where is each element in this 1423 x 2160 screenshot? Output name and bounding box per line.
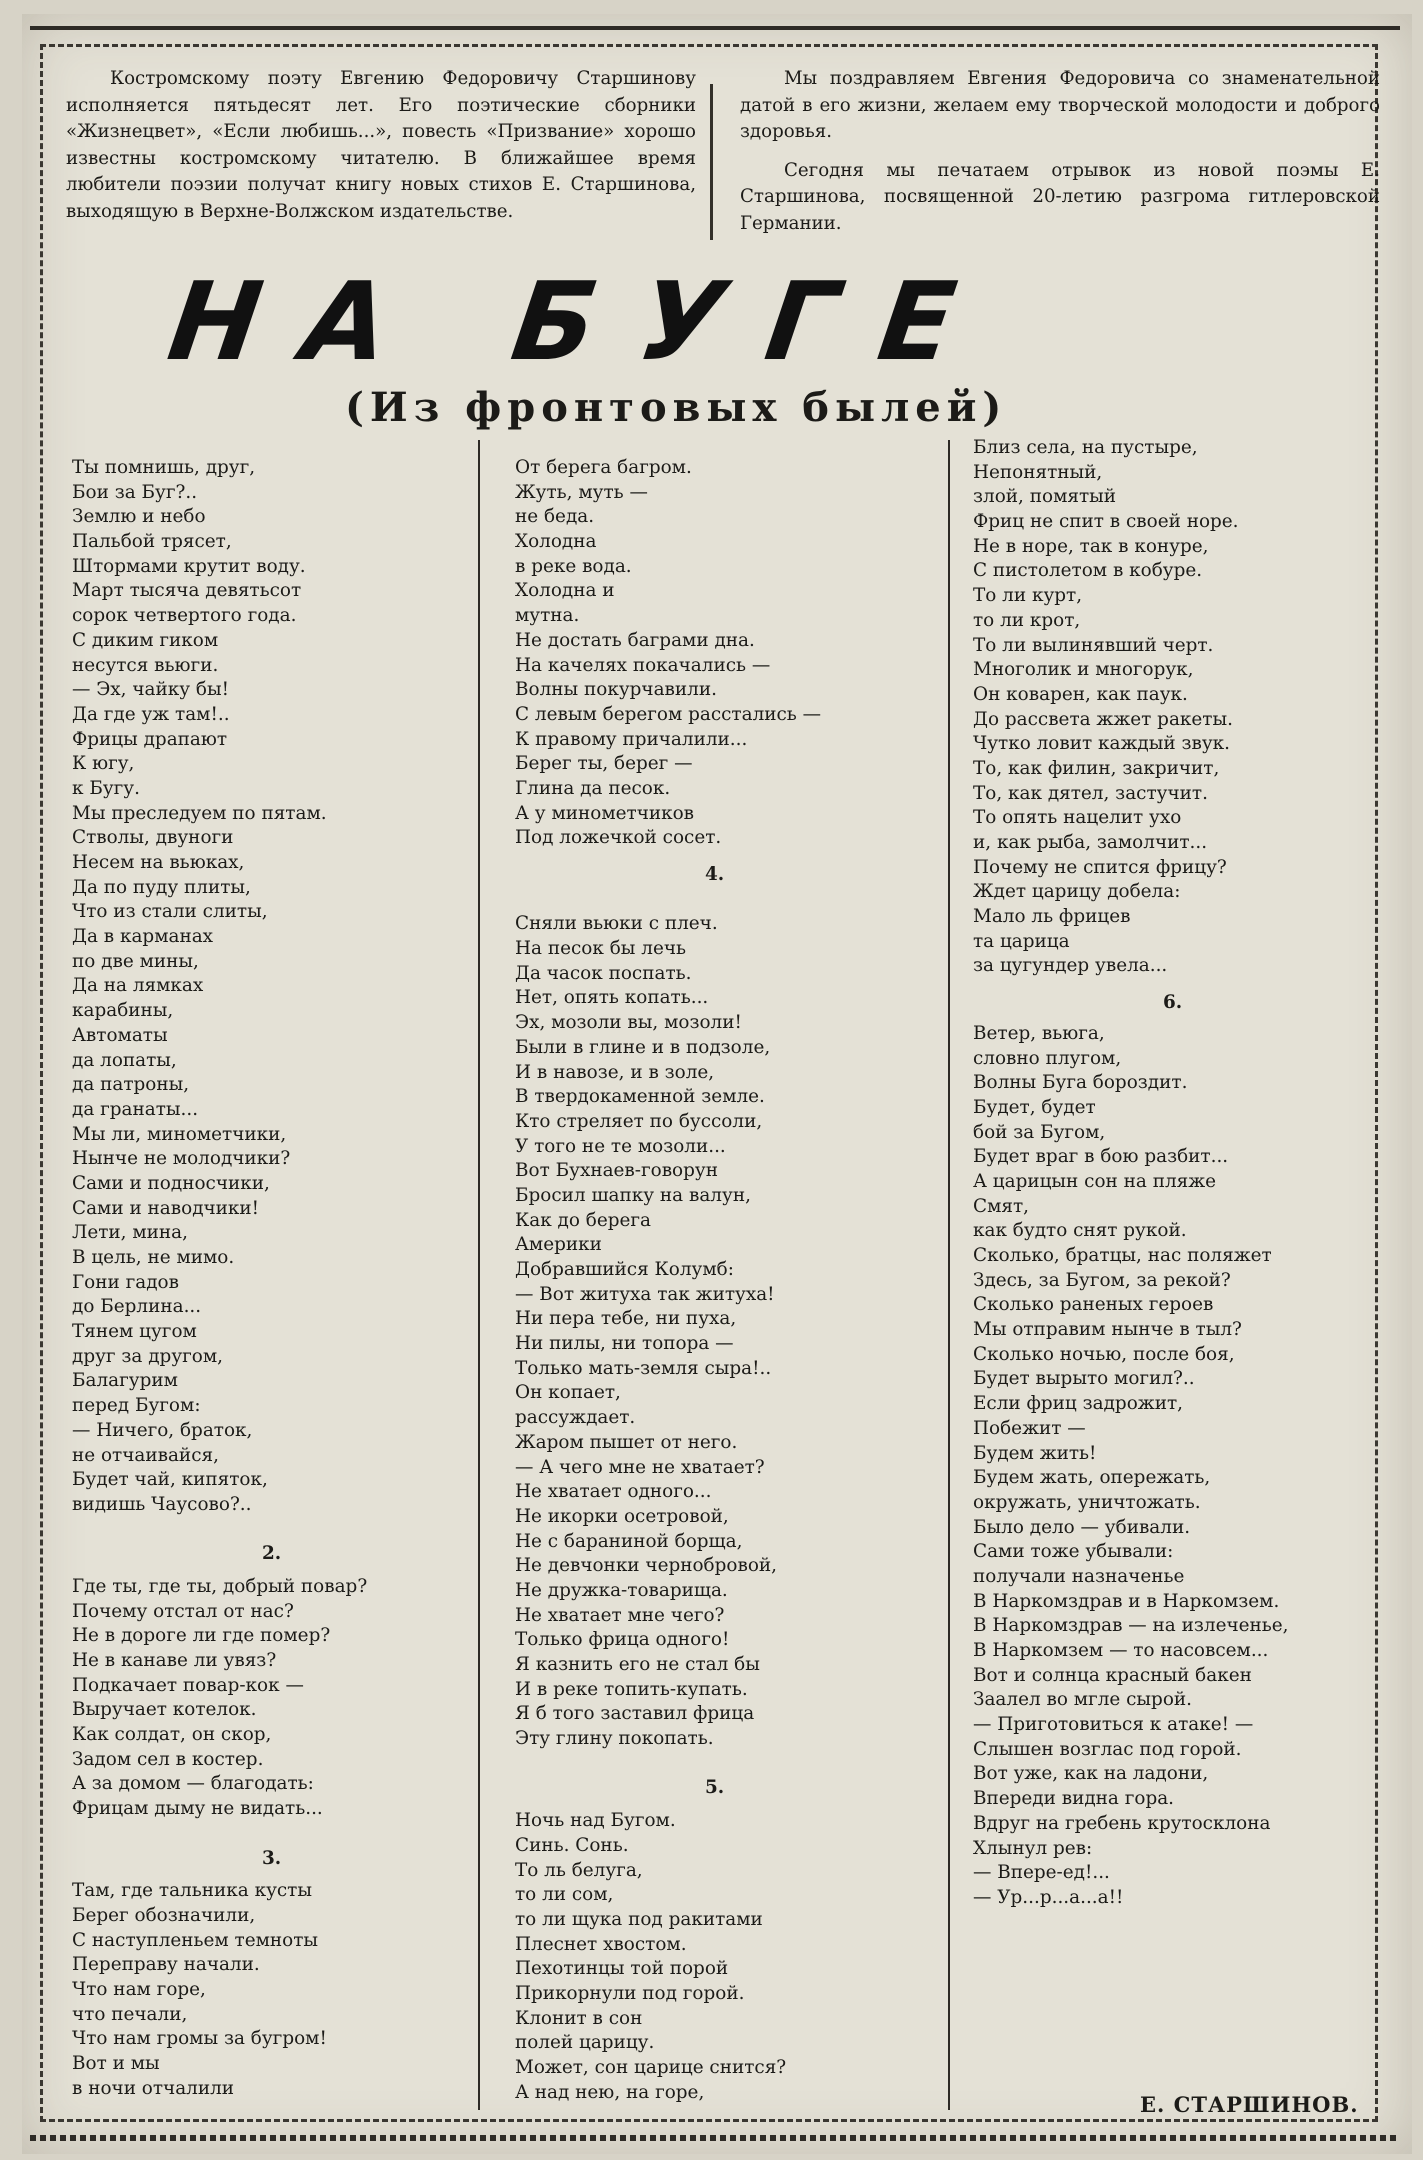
poem-line: Будет враг в бою разбит... <box>973 1146 1229 1168</box>
poem-line: Сколько раненых героев <box>973 1294 1214 1316</box>
poem-line: Не дружка-товарища. <box>515 1579 728 1601</box>
column-rule-2 <box>948 440 950 2110</box>
poem-line: Штормами крутит воду. <box>72 555 306 577</box>
poem-line: Нынче не молодчики? <box>72 1148 291 1170</box>
poem-line: Мы ли, минометчики, <box>72 1123 287 1145</box>
stanza-1 <box>72 456 472 1518</box>
poem-line: Жуть, муть — <box>515 481 648 503</box>
poem-line: Хлынул рев: <box>973 1837 1093 1859</box>
poem-line: друг за другом, <box>72 1345 224 1367</box>
poem-line: да лопаты, <box>72 1049 177 1071</box>
poem-line: Вот уже, как на ладони, <box>973 1763 1209 1785</box>
bottom-rule <box>30 2135 1400 2141</box>
poem-line: Ты помнишь, друг, <box>72 457 256 478</box>
poem-line: Выручает котелок. <box>72 1699 257 1721</box>
poem-line: по две мины, <box>72 950 199 972</box>
poem-line: не отчаивайся, <box>72 1444 219 1466</box>
poem-line: Многолик и многорук, <box>973 659 1194 681</box>
poem-line: Волны покурчавили. <box>515 679 717 701</box>
poem-line: — А чего мне не хватает? <box>515 1456 765 1478</box>
section-number-4: 4. <box>705 864 725 885</box>
poem-line: до Берлина... <box>72 1296 202 1318</box>
poem-line: Под ложечкой сосет. <box>515 827 722 849</box>
poem-line: Мы преследуем по пятам. <box>72 802 327 824</box>
poem-line: Плеснет хвостом. <box>515 1933 687 1955</box>
poem-line: Что из стали слиты, <box>72 901 268 923</box>
poem-line: Чутко ловит каждый звук. <box>973 733 1230 755</box>
poem-line: в ночи отчалили <box>72 2077 235 2099</box>
poem-line: что печали, <box>72 2003 188 2025</box>
intro-left <box>66 66 696 237</box>
poem-line: Как до берега <box>515 1209 651 1231</box>
poem-column-1 <box>72 456 472 2101</box>
poem-line: В Наркомздрав — на излеченье, <box>973 1615 1289 1637</box>
poem-line: не беда. <box>515 506 595 528</box>
poem-line: От берега багром. <box>515 457 692 478</box>
poem-line: Может, сон царице снится? <box>515 2057 787 2078</box>
stanza-6 <box>973 1022 1403 1911</box>
poem-line: бой за Бугом, <box>973 1121 1106 1143</box>
poem-line: Да часок поспать. <box>515 962 692 984</box>
poem-line: А за домом — благодать: <box>72 1773 314 1795</box>
poem-line: Берег обозначили, <box>72 1904 256 1926</box>
stanza-4 <box>515 912 945 1751</box>
poem-line: то ли щука под ракитами <box>515 1908 763 1930</box>
poem-line: Впереди видна гора. <box>973 1788 1175 1810</box>
poem-line: Клонит в сон <box>515 2007 643 2029</box>
poem-line: Бросил шапку на валун, <box>515 1184 751 1206</box>
poem-line: перед Бугом: <box>72 1395 201 1417</box>
poem-line: Холодна <box>515 531 597 553</box>
poem-line: Почему не спится фрицу? <box>973 856 1227 878</box>
poem-line: окружать, уничтожать. <box>973 1491 1201 1513</box>
top-rule <box>30 26 1400 30</box>
poem-line: В Наркомзем — то насовсем... <box>973 1640 1269 1661</box>
poem-line: Почему отстал от нас? <box>72 1600 294 1622</box>
poem-line: Балагурим <box>72 1370 178 1392</box>
poem-line: На качелях покачались — <box>515 654 771 676</box>
poem-line: А над нею, на горе, <box>515 2081 705 2103</box>
poem-line: С пистолетом в кобуре. <box>973 560 1203 582</box>
poem-line: Несем на вьюках, <box>72 852 245 873</box>
poem-line: Будем жить! <box>973 1442 1097 1464</box>
poem-line: Сами тоже убывали: <box>973 1541 1174 1563</box>
poem-line: Здесь, за Бугом, за рекой? <box>973 1269 1231 1291</box>
poem-line: Сами и подносчики, <box>72 1172 270 1194</box>
poem-line: Будет вырыто могил?.. <box>973 1368 1195 1390</box>
poem-line: Близ села, на пустыре, <box>973 437 1198 458</box>
poem-line: та царица <box>973 930 1070 952</box>
stanza-3-continued <box>515 456 945 851</box>
poem-line: Не девчонки чернобровой, <box>515 1555 778 1577</box>
poem-line: Нет, опять копать... <box>515 987 709 1009</box>
author-signature: Е. СТАРШИНОВ. <box>1140 2092 1359 2117</box>
intro-right-paragraph-2: Сегодня мы печатаем отрывок из новой поэмы Е. Старшинова, посвященной 20-летию разгрома гитлеровской Германии. <box>740 159 1380 234</box>
poem-line: — Вот житуха так житуха! <box>515 1283 775 1305</box>
poem-line: видишь Чаусово?.. <box>72 1493 252 1515</box>
poem-line: Не в дороге ли где помер? <box>72 1625 331 1647</box>
poem-line: Прикорнули под горой. <box>515 1982 745 2004</box>
poem-line: Март тысяча девятьсот <box>72 580 302 602</box>
poem-line: словно плугом, <box>973 1047 1122 1069</box>
poem-line: На песок бы лечь <box>515 938 686 960</box>
poem-line: Только мать-земля сыра!.. <box>515 1357 772 1379</box>
poem-line: Сняли вьюки с плеч. <box>515 913 718 935</box>
poem-line: Не достать баграми дна. <box>515 629 755 651</box>
poem-line: Холодна и <box>515 580 615 602</box>
poem-line: Где ты, где ты, добрый повар? <box>72 1575 368 1597</box>
poem-line: С наступленьем темноты <box>72 1929 319 1951</box>
poem-line: Я б того заставил фрица <box>515 1703 755 1725</box>
poem-line: Мало ль фрицев <box>973 906 1131 928</box>
poem-line: Волны Буга бороздит. <box>973 1072 1188 1094</box>
poem-line: Да где уж там!.. <box>72 703 230 725</box>
poem-line: как будто снят рукой. <box>973 1220 1187 1242</box>
poem-line: Я казнить его не стал бы <box>515 1654 760 1675</box>
section-number-3: 3. <box>262 1847 282 1869</box>
poem-line: То опять нацелит ухо <box>973 807 1182 829</box>
poem-line: Берег ты, берег — <box>515 753 693 775</box>
poem-line: Стволы, двуноги <box>72 827 234 849</box>
stanza-5 <box>515 1809 945 2105</box>
poem-line: Что нам горе, <box>72 1978 206 2000</box>
poem-line: — Вперe-ед!... <box>973 1862 1110 1884</box>
poem-line: к Бугу. <box>72 777 140 799</box>
poem-line: — Приготовиться к атаке! — <box>973 1714 1254 1736</box>
poem-line: Синь. Сонь. <box>515 1834 629 1856</box>
poem-line: И в реке топить-купать. <box>515 1678 748 1700</box>
poem-line: Америки <box>515 1234 602 1256</box>
poem-line: А у минометчиков <box>515 802 695 824</box>
poem-line: несутся вьюги. <box>72 654 219 676</box>
poem-line: мутна. <box>515 605 580 627</box>
poem-line: Да в карманах <box>72 926 214 948</box>
intro-divider <box>710 84 713 240</box>
poem-line: Лети, мина, <box>72 1222 188 1244</box>
poem-line: сорок четвертого года. <box>72 605 297 627</box>
poem-line: Задом сел в костер. <box>72 1748 264 1770</box>
poem-line: Были в глине и в подзоле, <box>515 1036 771 1058</box>
intro-right <box>740 66 1380 249</box>
poem-line: Переправу начали. <box>72 1954 260 1976</box>
poem-line: Как солдат, он скор, <box>72 1724 272 1746</box>
poem-line: Не хватает одного... <box>515 1481 712 1503</box>
poem-line: Ночь над Бугом. <box>515 1810 676 1832</box>
section-number-2: 2. <box>262 1543 282 1565</box>
poem-line: К правому причалили... <box>515 728 748 750</box>
poem-line: То, как дятел, застучит. <box>973 782 1208 804</box>
poem-line: за цугундер увела... <box>973 955 1168 977</box>
poem-subtitle: (Из фронтовых былей) <box>345 384 1008 431</box>
column-rule-1 <box>478 440 480 2110</box>
poem-line: Только фрица одного! <box>515 1629 730 1651</box>
poem-line: Кто стреляет по буссоли, <box>515 1110 763 1132</box>
poem-line: Не в канаве ли увяз? <box>72 1650 277 1671</box>
poem-line: Сколько, братцы, нас поляжет <box>973 1245 1272 1266</box>
poem-line: То ли вылинявший черт. <box>973 634 1214 656</box>
poem-line: Гони гадов <box>72 1271 179 1293</box>
poem-line: Эх, мозоли вы, мозоли! <box>515 1012 742 1034</box>
poem-line: Будет, будет <box>973 1096 1096 1118</box>
poem-line: Слышен возглас под горой. <box>973 1738 1242 1760</box>
poem-line: Там, где тальника кусты <box>72 1880 312 1902</box>
poem-line: Фрицам дыму не видать... <box>72 1798 323 1820</box>
poem-line: Жаром пышет от него. <box>515 1431 738 1453</box>
poem-line: Не хватает мне чего? <box>515 1604 725 1626</box>
poem-line: да гранаты... <box>72 1098 199 1120</box>
poem-line: Вдруг на гребень крутосклона <box>973 1812 1271 1834</box>
poem-line: Он коварен, как паук. <box>973 683 1188 705</box>
poem-line: Подкачает повар-кок — <box>72 1674 304 1696</box>
poem-column-2 <box>515 456 945 2105</box>
poem-line: Не с бараниной борща, <box>515 1530 743 1552</box>
poem-line: Вот и мы <box>72 2053 160 2074</box>
intro-right-paragraph-1: Мы поздравляем Евгения Федоровича со знаменательной датой в его жизни, желаем ему творческой молодости и доброго здоровья. <box>740 68 1380 142</box>
poem-line: Побежит — <box>973 1417 1086 1439</box>
poem-line: Добравшийся Колумб: <box>515 1259 734 1280</box>
poem-line: Сами и наводчики! <box>72 1197 260 1219</box>
poem-line: Бои за Буг?.. <box>72 481 198 503</box>
stanza-2 <box>72 1575 472 1822</box>
poem-line: Смят, <box>973 1195 1029 1217</box>
poem-line: в реке вода. <box>515 555 632 577</box>
poem-line: и, как рыба, замолчит... <box>973 832 1208 853</box>
poem-line: то ли крот, <box>973 609 1081 631</box>
poem-line: то ли сом, <box>515 1884 614 1906</box>
poem-line: Сколько ночью, после боя, <box>973 1343 1235 1365</box>
poem-line: В твердокаменной земле. <box>515 1086 765 1108</box>
poem-line: А царицын сон на пляже <box>973 1170 1217 1192</box>
poem-line: злой, помятый <box>973 486 1117 508</box>
poem-line: Ни пилы, ни топора — <box>515 1333 734 1355</box>
poem-line: Было дело — убивали. <box>973 1516 1191 1538</box>
poem-line: Заалел во мгле сырой. <box>973 1689 1192 1711</box>
poem-line: рассуждает. <box>515 1407 636 1429</box>
poem-line: В Наркомздрав и в Наркомзем. <box>973 1590 1280 1612</box>
poem-line: Автоматы <box>72 1024 168 1046</box>
poem-line: С диким гиком <box>72 629 219 651</box>
poem-line: К югу, <box>72 753 135 775</box>
poem-line: В цель, не мимо. <box>72 1247 235 1268</box>
poem-line: Ждет царицу добела: <box>973 881 1181 903</box>
poem-line: Не икорки осетровой, <box>515 1505 729 1527</box>
stanza-5-continued <box>973 436 1403 979</box>
poem-line: Вот Бухнаев-говорун <box>515 1160 718 1182</box>
poem-line: Ни пера тебе, ни пуха, <box>515 1308 737 1330</box>
poem-line: карабины, <box>72 1000 174 1022</box>
poem-line: До рассвета жжет ракеты. <box>973 708 1233 730</box>
poem-line: — Ур...р...а...а!! <box>973 1886 1124 1908</box>
poem-title: НА БУГЕ <box>161 260 1007 385</box>
poem-line: С левым берегом расстались — <box>515 703 822 725</box>
poem-line: Да на лямках <box>72 975 204 997</box>
poem-line: Ветер, вьюга, <box>973 1022 1105 1044</box>
poem-line: У того не те мозоли... <box>515 1135 726 1157</box>
poem-line: Тянем цугом <box>72 1321 197 1343</box>
poem-line: Глина да песок. <box>515 777 671 799</box>
poem-line: получали назначенье <box>973 1565 1185 1587</box>
poem-line: Землю и небо <box>72 506 206 528</box>
poem-line: Фриц не спит в своей норе. <box>973 511 1239 533</box>
poem-line: Пальбой трясет, <box>72 531 232 553</box>
poem-line: То ль белуга, <box>515 1859 643 1881</box>
poem-line: — Ничего, браток, <box>72 1419 253 1441</box>
poem-line: Эту глину покопать. <box>515 1728 714 1750</box>
poem-column-3 <box>973 436 1403 1911</box>
poem-line: Вот и солнца красный бакен <box>973 1664 1252 1686</box>
poem-line: полей царицу. <box>515 2032 655 2054</box>
poem-line: Будем жать, опережать, <box>973 1467 1211 1489</box>
poem-line: Он копает, <box>515 1382 621 1404</box>
poem-line: да патроны, <box>72 1074 190 1096</box>
poem-line: Фрицы драпают <box>72 728 228 750</box>
poem-line: Если фриц задрожит, <box>973 1393 1183 1415</box>
poem-line: Не в норе, так в конуре, <box>973 535 1209 557</box>
poem-line: То ли курт, <box>973 585 1083 607</box>
intro-left-paragraph: Костромскому поэту Евгению Федоровичу Старшинову исполняется пятьдесят лет. Его поэтические сборники «Жизнецвет», «Если любишь...», повесть «Призвание» хорошо известны костромскому читателю. В ближайшее время любители поэзии получат книгу новых стихов Е. Старшинова, выходящую в Верхне-Волжском издательстве. <box>66 68 696 222</box>
poem-line: То, как филин, закричит, <box>973 757 1220 779</box>
poem-line: Будет чай, кипяток, <box>72 1469 268 1491</box>
stanza-3 <box>72 1879 472 2101</box>
section-number-6: 6. <box>1163 992 1183 1014</box>
section-number-5: 5. <box>705 1777 725 1799</box>
poem-line: — Эх, чайку бы! <box>72 679 230 701</box>
poem-line: Пехотинцы той порой <box>515 1958 729 1980</box>
poem-line: Что нам громы за бугром! <box>72 2028 327 2050</box>
poem-line: Мы отправим нынче в тыл? <box>973 1319 1242 1341</box>
poem-line: Да по пуду плиты, <box>72 876 251 898</box>
poem-line: Непонятный, <box>973 461 1103 483</box>
poem-line: И в навозе, и в золе, <box>515 1061 715 1083</box>
